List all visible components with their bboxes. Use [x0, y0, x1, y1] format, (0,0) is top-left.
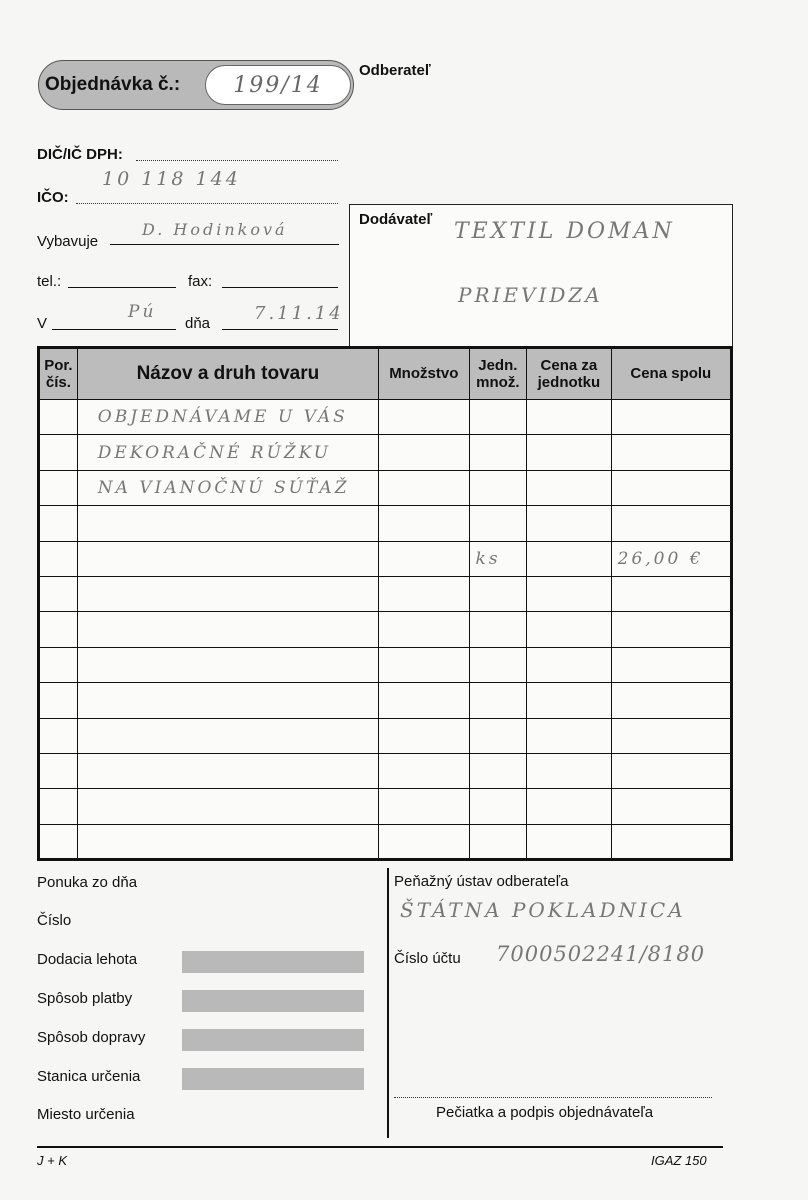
cell-value: [470, 513, 476, 533]
cell-value: [78, 549, 98, 569]
cell-value: [40, 407, 46, 427]
cell-value: [78, 584, 98, 604]
cell-mnozstvo[interactable]: [379, 576, 469, 611]
cell-cena-spolu[interactable]: [611, 612, 731, 647]
cell-value: [78, 655, 98, 675]
cell-value: [78, 620, 98, 640]
customer-label: Odberateľ: [359, 62, 431, 79]
cell-name[interactable]: [77, 400, 378, 435]
cell-mnozstvo[interactable]: [379, 753, 469, 788]
cell-value: [78, 690, 98, 710]
cell-cena-spolu[interactable]: [611, 470, 731, 505]
ico-label: IČO:: [37, 189, 69, 206]
dodacia-label: Dodacia lehota: [37, 951, 138, 968]
cell-cena-spolu[interactable]: [611, 753, 731, 788]
cell-jedn[interactable]: [469, 541, 527, 576]
cell-value: DEKORAČNÉ RÚŽKU: [97, 442, 332, 463]
footer-right: IGAZ 150: [651, 1153, 707, 1168]
cell-cena-spolu[interactable]: [611, 647, 731, 682]
cell-por[interactable]: [39, 683, 78, 718]
cell-cena-jednotka[interactable]: [527, 718, 611, 753]
cell-cena-spolu[interactable]: [611, 824, 731, 859]
cell-value: [612, 407, 618, 427]
header-cena-jednotka: Cena za jednotku: [527, 348, 611, 400]
supplier-label: Dodávateľ: [359, 211, 433, 228]
table-row: [39, 470, 732, 505]
dodacia-field[interactable]: [182, 951, 364, 973]
vybavuje-field[interactable]: [110, 244, 339, 245]
header-por: Por. čís.: [39, 348, 78, 400]
cell-value: [379, 513, 385, 533]
cell-jedn[interactable]: [469, 753, 527, 788]
cell-jedn[interactable]: [469, 506, 527, 541]
cell-value: [78, 761, 98, 781]
cell-jedn[interactable]: [469, 400, 527, 435]
cell-cena-spolu[interactable]: [611, 718, 731, 753]
table-row: [39, 824, 732, 859]
cell-cena-jednotka[interactable]: [527, 753, 611, 788]
cell-value: [78, 831, 98, 851]
stanica-label: Stanica určenia: [37, 1068, 141, 1085]
supplier-name: TEXTIL DOMAN: [454, 219, 675, 244]
v-label: V: [37, 315, 48, 332]
ponuka-label: Ponuka zo dňa: [37, 874, 138, 891]
cell-value: [40, 584, 46, 604]
cell-value: [40, 761, 46, 781]
cell-name[interactable]: [77, 576, 378, 611]
cell-value: OBJEDNÁVAME U VÁS: [97, 407, 348, 428]
cell-cena-spolu[interactable]: [611, 789, 731, 824]
cell-mnozstvo[interactable]: [379, 612, 469, 647]
vybavuje-label: Vybavuje: [37, 233, 99, 250]
footer-left: J + K: [37, 1153, 67, 1168]
cell-value: [612, 761, 618, 781]
account-label: Číslo účtu: [394, 950, 461, 967]
cell-por[interactable]: [39, 824, 78, 859]
cell-value: [612, 443, 618, 463]
cell-value: [470, 690, 476, 710]
header-cena-spolu: Cena spolu: [611, 348, 731, 400]
cell-jedn[interactable]: [469, 647, 527, 682]
order-label: Objednávka č.:: [45, 74, 181, 95]
cell-value: [78, 726, 98, 746]
supplier-city: PRIEVIDZA: [458, 283, 603, 307]
sposob-dopravy-field[interactable]: [182, 1029, 364, 1051]
fax-field[interactable]: [222, 287, 338, 288]
items-table: [37, 346, 733, 861]
sposob-platby-label: Spôsob platby: [37, 990, 133, 1007]
cell-name[interactable]: [77, 683, 378, 718]
cell-cena-spolu[interactable]: [611, 541, 731, 576]
miesto-label: Miesto určenia: [37, 1106, 135, 1123]
dna-field[interactable]: [222, 329, 338, 330]
cell-value: [470, 655, 476, 675]
bank-value: ŠTÁTNA POKLADNICA: [400, 898, 686, 922]
tel-field[interactable]: [68, 287, 176, 288]
cell-por[interactable]: [39, 718, 78, 753]
account-value: 7000502241/8180: [496, 942, 706, 966]
cell-value: [40, 831, 46, 851]
header-jedn: Jedn. množ.: [469, 348, 527, 400]
cell-value: NA VIANOČNÚ SÚŤAŽ: [97, 477, 350, 498]
cell-cena-jednotka[interactable]: [527, 683, 611, 718]
cell-cena-jednotka[interactable]: [527, 435, 611, 470]
cell-value: [612, 796, 618, 816]
cell-cena-jednotka[interactable]: [527, 400, 611, 435]
cell-value: [470, 584, 476, 604]
cell-cena-jednotka[interactable]: [527, 541, 611, 576]
footer-divider: [37, 1146, 723, 1148]
table-row: [39, 400, 732, 435]
cell-value: [379, 584, 385, 604]
cell-value: [527, 513, 533, 533]
cell-por[interactable]: [39, 789, 78, 824]
cell-cena-jednotka[interactable]: [527, 789, 611, 824]
table-header-row: [39, 348, 732, 400]
cell-por[interactable]: [39, 541, 78, 576]
stamp-line[interactable]: [394, 1097, 712, 1098]
cell-cena-jednotka[interactable]: [527, 612, 611, 647]
cell-por[interactable]: [39, 753, 78, 788]
cell-mnozstvo[interactable]: [379, 789, 469, 824]
cell-value: [379, 407, 385, 427]
cell-jedn[interactable]: [469, 789, 527, 824]
cell-cena-jednotka[interactable]: [527, 824, 611, 859]
cell-value: [612, 584, 618, 604]
cell-value: [379, 655, 385, 675]
cell-value: [527, 655, 533, 675]
dic-field[interactable]: [136, 160, 338, 161]
table-row: [39, 541, 732, 576]
cell-cena-spolu[interactable]: [611, 576, 731, 611]
cell-value: [612, 726, 618, 746]
header-name: Názov a druh tovaru: [77, 348, 378, 400]
cell-value: [527, 796, 533, 816]
bank-label: Peňažný ústav odberateľa: [394, 873, 569, 890]
cell-value: [470, 726, 476, 746]
cell-cena-jednotka[interactable]: [527, 647, 611, 682]
section-divider: [387, 868, 389, 1138]
cell-value: [379, 620, 385, 640]
cell-por[interactable]: [39, 400, 78, 435]
sposob-dopravy-label: Spôsob dopravy: [37, 1029, 146, 1046]
cell-por[interactable]: [39, 435, 78, 470]
cell-value: [527, 690, 533, 710]
ico-field[interactable]: [76, 203, 338, 204]
stamp-label: Pečiatka a podpis objednávateľa: [436, 1104, 654, 1121]
cell-mnozstvo[interactable]: [379, 718, 469, 753]
dna-value: 7.11.14: [254, 303, 344, 324]
cell-name[interactable]: [77, 647, 378, 682]
cell-por[interactable]: [39, 470, 78, 505]
stanica-field[interactable]: [182, 1068, 364, 1090]
cell-value: [40, 620, 46, 640]
dic-label: DIČ/IČ DPH:: [37, 146, 123, 163]
cell-value: [379, 690, 385, 710]
table-row: [39, 753, 732, 788]
cell-value: [40, 513, 46, 533]
cislo-label: Číslo: [37, 912, 72, 929]
cell-value: [612, 831, 618, 851]
cell-cena-spolu[interactable]: [611, 435, 731, 470]
table-row: [39, 576, 732, 611]
cell-jedn[interactable]: [469, 612, 527, 647]
table-row: [39, 647, 732, 682]
cell-value: [612, 478, 618, 498]
cell-value: [612, 620, 618, 640]
cell-value: [470, 831, 476, 851]
cell-mnozstvo[interactable]: [379, 435, 469, 470]
order-number-field[interactable]: [205, 65, 351, 105]
cell-value: [40, 726, 46, 746]
cell-value: [470, 478, 476, 498]
cell-value: [78, 796, 98, 816]
cell-mnozstvo[interactable]: [379, 400, 469, 435]
table-row: [39, 612, 732, 647]
cell-por[interactable]: [39, 612, 78, 647]
order-number-value: 199/14: [233, 72, 323, 98]
cell-value: [527, 443, 533, 463]
cell-cena-spolu[interactable]: [611, 400, 731, 435]
order-number-box: [38, 60, 354, 110]
cell-name[interactable]: [77, 718, 378, 753]
cell-value: [470, 407, 476, 427]
cell-value: [379, 831, 385, 851]
cell-value: [379, 549, 385, 569]
cell-mnozstvo[interactable]: [379, 647, 469, 682]
cell-value: [78, 513, 98, 533]
cell-value: [40, 690, 46, 710]
cell-value: [527, 549, 533, 569]
cell-value: [470, 761, 476, 781]
cell-mnozstvo[interactable]: [379, 506, 469, 541]
table-row: [39, 435, 732, 470]
cell-name[interactable]: [77, 541, 378, 576]
table-row: [39, 683, 732, 718]
cell-value: ks: [475, 548, 501, 569]
cell-cena-spolu[interactable]: [611, 683, 731, 718]
cell-jedn[interactable]: [469, 718, 527, 753]
cell-value: [379, 726, 385, 746]
cell-cena-jednotka[interactable]: [527, 470, 611, 505]
cell-mnozstvo[interactable]: [379, 824, 469, 859]
cell-value: [470, 620, 476, 640]
cell-value: [40, 443, 46, 463]
dna-label: dňa: [185, 315, 211, 332]
cell-value: [470, 796, 476, 816]
cell-value: [40, 655, 46, 675]
ico-value: 10 118 144: [102, 168, 241, 190]
vybavuje-value: D. Hodinková: [142, 220, 288, 239]
v-value: Pú: [128, 302, 157, 322]
cell-value: [527, 584, 533, 604]
fax-label: fax:: [188, 273, 213, 290]
tel-label: tel.:: [37, 273, 62, 290]
cell-name[interactable]: [77, 612, 378, 647]
cell-value: [40, 478, 46, 498]
cell-value: [612, 513, 618, 533]
cell-name[interactable]: [77, 470, 378, 505]
cell-value: [379, 796, 385, 816]
cell-name[interactable]: [77, 753, 378, 788]
cell-value: [527, 620, 533, 640]
cell-value: [379, 478, 385, 498]
cell-jedn[interactable]: [469, 824, 527, 859]
cell-value: [527, 407, 533, 427]
supplier-box[interactable]: [349, 204, 733, 348]
cell-cena-jednotka[interactable]: [527, 576, 611, 611]
header-mnozstvo: Množstvo: [379, 348, 469, 400]
cell-value: [527, 761, 533, 781]
cell-value: [612, 655, 618, 675]
sposob-platby-field[interactable]: [182, 990, 364, 1012]
cell-por[interactable]: [39, 576, 78, 611]
cell-value: [527, 831, 533, 851]
cell-name[interactable]: [77, 435, 378, 470]
cell-value: [40, 549, 46, 569]
cell-value: [40, 796, 46, 816]
cell-por[interactable]: [39, 506, 78, 541]
cell-name[interactable]: [77, 789, 378, 824]
cell-value: 26,00 €: [617, 548, 704, 569]
cell-mnozstvo[interactable]: [379, 541, 469, 576]
cell-por[interactable]: [39, 647, 78, 682]
cell-jedn[interactable]: [469, 576, 527, 611]
cell-cena-spolu[interactable]: [611, 506, 731, 541]
v-field[interactable]: [52, 329, 176, 330]
cell-value: [379, 761, 385, 781]
table-body: [39, 400, 732, 860]
cell-mnozstvo[interactable]: [379, 470, 469, 505]
table-row: [39, 718, 732, 753]
cell-value: [379, 443, 385, 463]
cell-name[interactable]: [77, 506, 378, 541]
cell-jedn[interactable]: [469, 683, 527, 718]
cell-jedn[interactable]: [469, 435, 527, 470]
cell-cena-jednotka[interactable]: [527, 506, 611, 541]
table-row: [39, 789, 732, 824]
cell-jedn[interactable]: [469, 470, 527, 505]
cell-name[interactable]: [77, 824, 378, 859]
cell-mnozstvo[interactable]: [379, 683, 469, 718]
cell-value: [470, 443, 476, 463]
cell-value: [527, 726, 533, 746]
table-row: [39, 506, 732, 541]
cell-value: [527, 478, 533, 498]
cell-value: [612, 690, 618, 710]
